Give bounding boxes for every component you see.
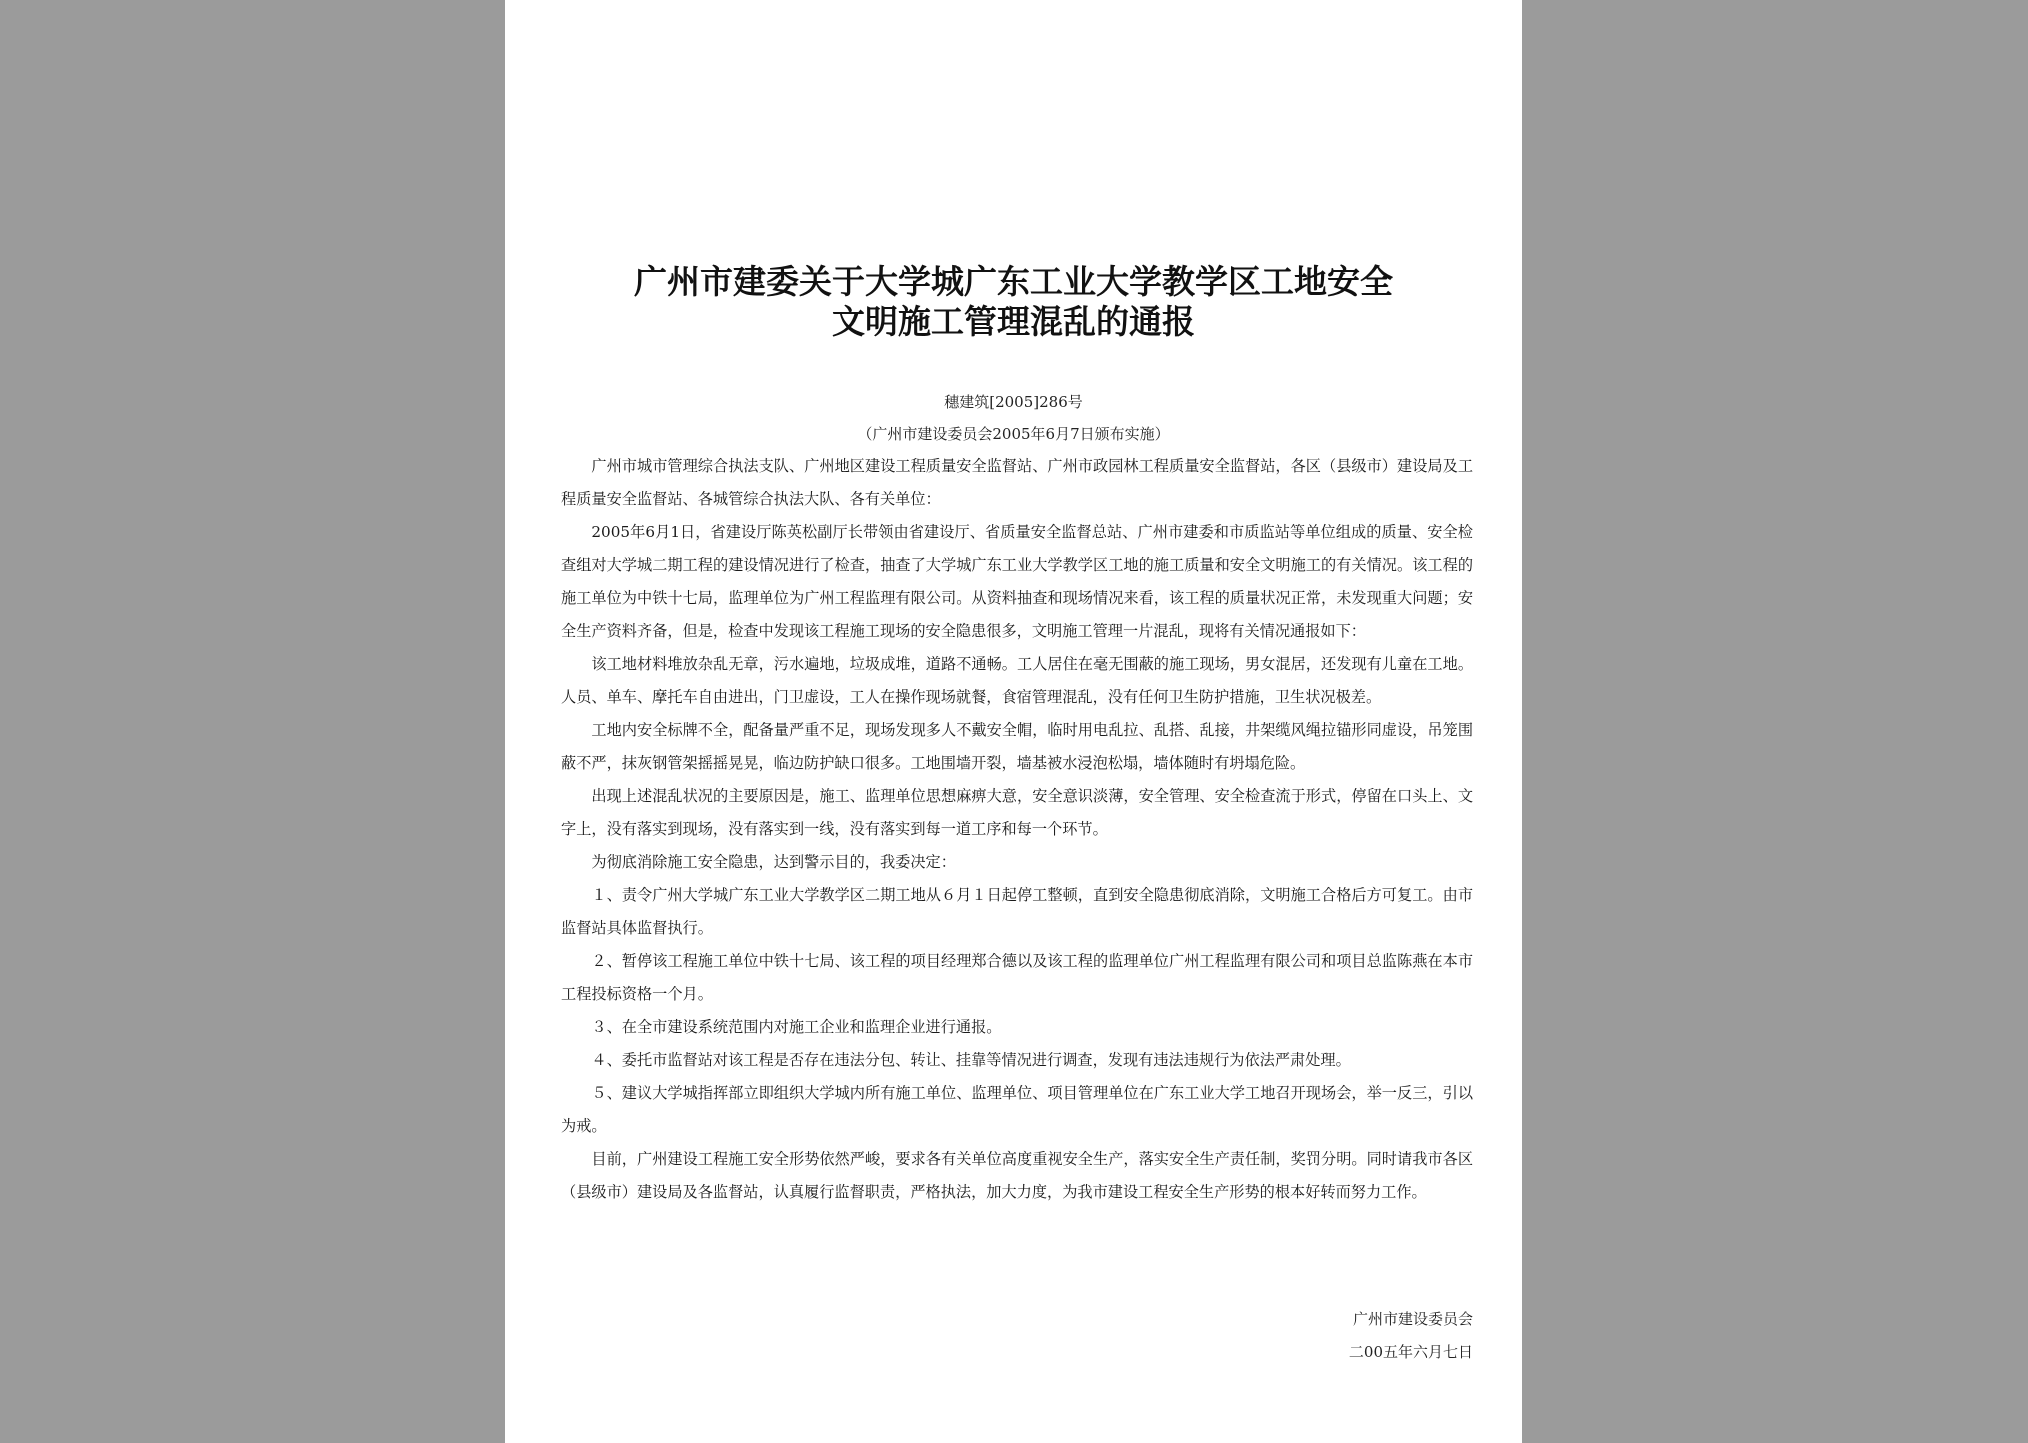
paragraph-addressees: 广州市城市管理综合执法支队、广州地区建设工程质量安全监督站、广州市政园林工程质量安全监督站，各区（县级市）建设局及工程质量安全监督站、各城管综合执法大队、各有关单位：	[561, 457, 1473, 508]
document-page	[505, 0, 1522, 1443]
title-line-1: 广州市建委关于大学城广东工业大学教学区工地安全	[634, 262, 1393, 301]
title-line-2: 文明施工管理混乱的通报	[832, 302, 1195, 341]
paragraph-inspection: 2005年6月1日，省建设厅陈英松副厅长带领由省建设厅、省质量安全监督总站、广州市建委和市质监站等单位组成的质量、安全检查组对大学城二期工程的建设情况进行了检查，抽查了大学城广东工业大学教学区工地的施工质量和安全文明施工的有关情况。该工程的施工单位为中铁十七局，监理单位为广州工程监理有限公司。从资料抽查和现场情况来看，该工程的质量状况正常，未发现重大问题；安全生产资料齐备，但是，检查中发现该工程施工现场的安全隐患很多，文明施工管理一片混乱，现将有关情况通报如下：	[561, 523, 1473, 640]
issued-note: （广州市建设委员会2005年6月7日颁布实施）	[857, 425, 1170, 443]
paragraph-decision-3: ３、在全市建设系统范围内对施工企业和监理企业进行通报。	[591, 1018, 1002, 1036]
paragraph-decision-4: ４、委托市监督站对该工程是否存在违法分包、转让、挂靠等情况进行调查，发现有违法违规行为依法严肃处理。	[591, 1051, 1351, 1069]
signature-date: 二00五年六月七日	[1348, 1343, 1473, 1361]
paragraph-site-conditions: 该工地材料堆放杂乱无章，污水遍地，垃圾成堆，道路不通畅。工人居住在毫无围蔽的施工现场，男女混居，还发现有儿童在工地。人员、单车、摩托车自由进出，门卫虚设，工人在操作现场就餐，食宿管理混乱，没有任何卫生防护措施，卫生状况极差。	[561, 655, 1473, 706]
paragraph-decision-intro: 为彻底消除施工安全隐患，达到警示目的，我委决定：	[591, 853, 956, 871]
paragraph-causes: 出现上述混乱状况的主要原因是，施工、监理单位思想麻痹大意，安全意识淡薄，安全管理、安全检查流于形式，停留在口头上、文字上，没有落实到现场，没有落实到一线，没有落实到每一道工序和每一个环节。	[561, 787, 1473, 838]
document-title	[545, 262, 1482, 342]
signature-organization: 广州市建设委员会	[1352, 1310, 1473, 1328]
paragraph-decision-1: １、责令广州大学城广东工业大学教学区二期工地从６月１日起停工整顿，直到安全隐患彻底消除，文明施工合格后方可复工。由市监督站具体监督执行。	[561, 886, 1473, 937]
paragraph-safety-issues: 工地内安全标牌不全，配备量严重不足，现场发现多人不戴安全帽，临时用电乱拉、乱搭、乱接，井架缆风绳拉锚形同虚设，吊笼围蔽不严，抹灰钢管架摇摇晃晃，临边防护缺口很多。工地围墙开裂，墙基被水浸泡松塌，墙体随时有坍塌危险。	[561, 721, 1473, 772]
paragraph-decision-5: ５、建议大学城指挥部立即组织大学城内所有施工单位、监理单位、项目管理单位在广东工业大学工地召开现场会，举一反三，引以为戒。	[561, 1084, 1473, 1135]
paragraph-closing: 目前，广州建设工程施工安全形势依然严峻，要求各有关单位高度重视安全生产，落实安全生产责任制，奖罚分明。同时请我市各区（县级市）建设局及各监督站，认真履行监督职责，严格执法，加大力度，为我市建设工程安全生产形势的根本好转而努力工作。	[561, 1150, 1473, 1201]
document-number: 穗建筑[2005]286号	[944, 393, 1083, 411]
paragraph-decision-2: ２、暂停该工程施工单位中铁十七局、该工程的项目经理郑合德以及该工程的监理单位广州工程监理有限公司和项目总监陈燕在本市工程投标资格一个月。	[561, 952, 1473, 1003]
document-body	[561, 450, 1473, 1209]
